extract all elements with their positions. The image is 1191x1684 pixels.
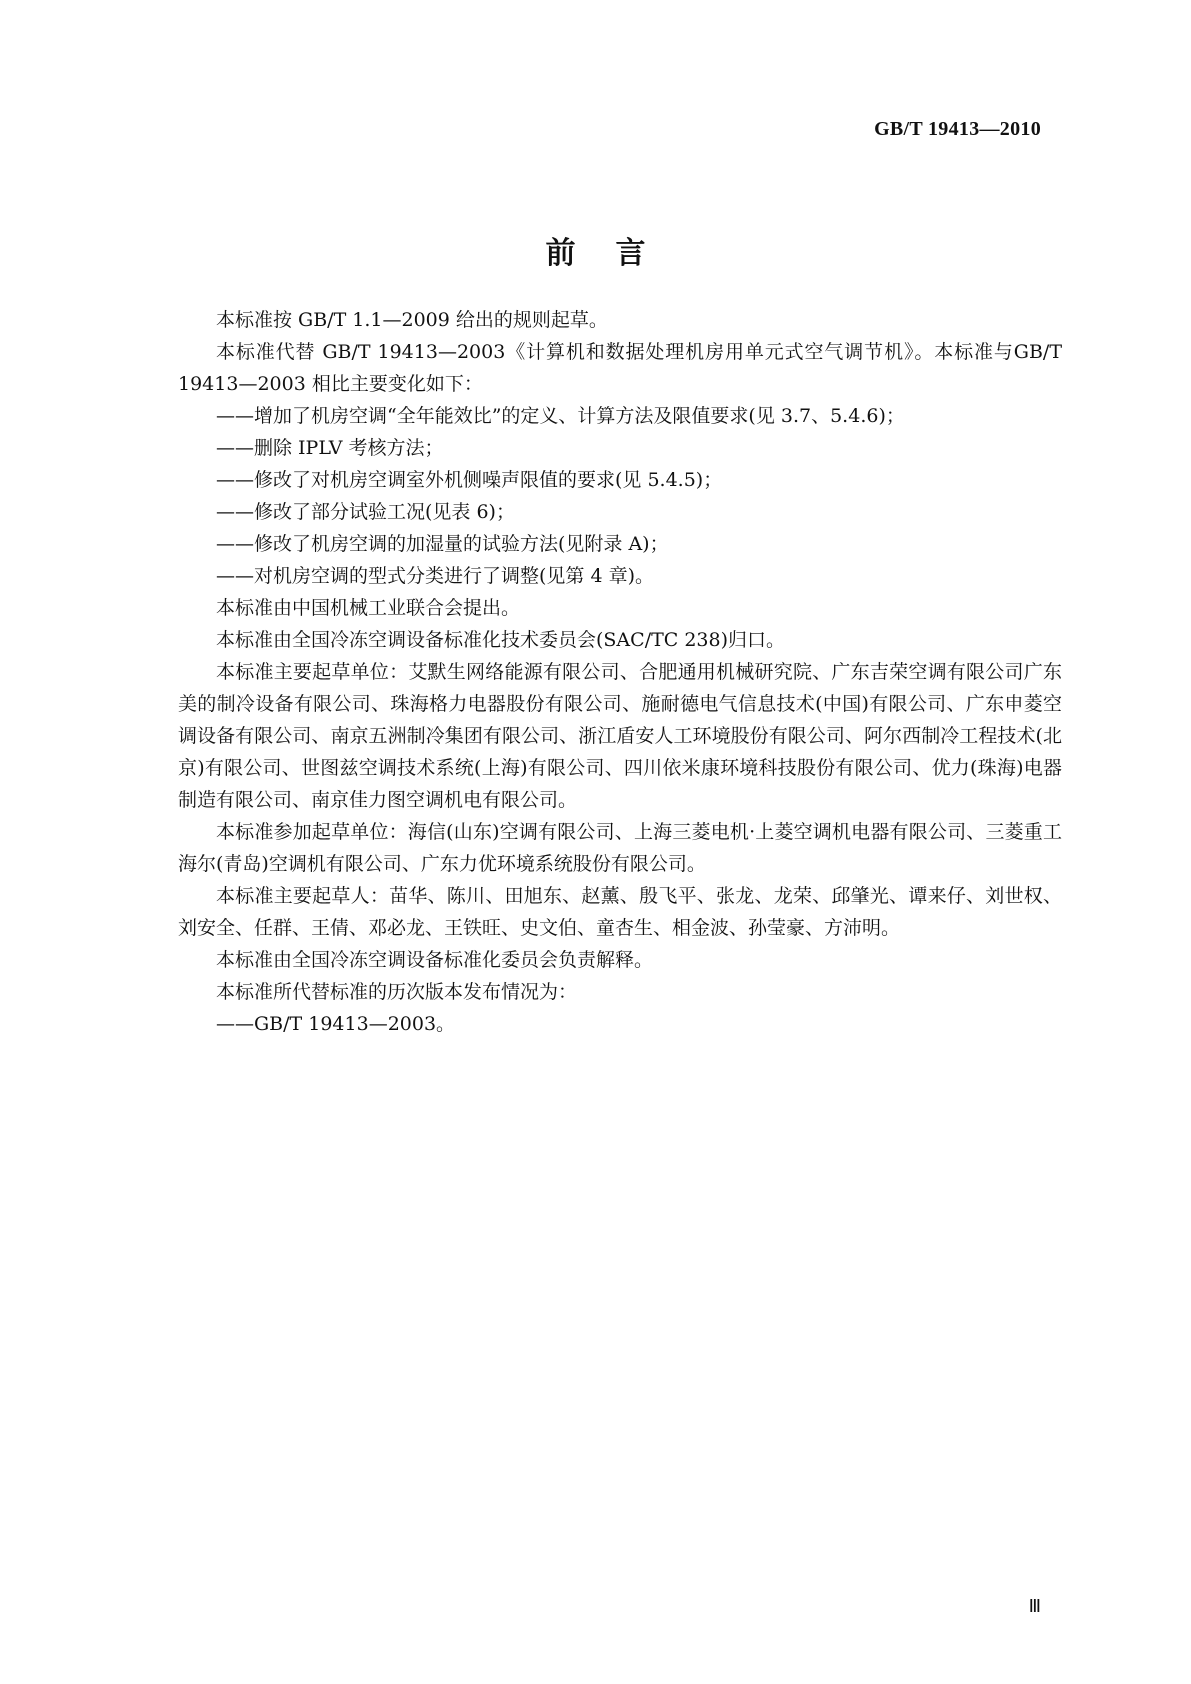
page-title: 前言	[545, 236, 686, 271]
list-item: ——删除 IPLV 考核方法；	[216, 437, 444, 459]
paragraph-history-intro: 本标准所代替标准的历次版本发布情况为：	[216, 981, 578, 1003]
paragraph-replacement: 本标准代替 GB/T 19413—2003《计算机和数据处理机房用单元式空气调节机》。本标准与GB/T 19413—2003 相比主要变化如下：	[178, 341, 1062, 395]
list-item: ——修改了部分试验工况(见表 6)；	[216, 501, 515, 523]
standard-number: GB/T 19413—2010	[874, 118, 1041, 140]
page-number: Ⅲ	[1028, 1596, 1041, 1616]
paragraph-interpretation: 本标准由全国冷冻空调设备标准化委员会负责解释。	[216, 949, 654, 971]
list-item: ——GB/T 19413—2003。	[216, 1013, 456, 1035]
list-item: ——修改了对机房空调室外机侧噪声限值的要求(见 5.4.5)；	[216, 469, 723, 491]
paragraph-drafting-rules: 本标准按 GB/T 1.1—2009 给出的规则起草。	[216, 309, 608, 331]
document-body	[178, 304, 1062, 1040]
paragraph-administrator: 本标准由全国冷冻空调设备标准化技术委员会(SAC/TC 238)归口。	[216, 629, 786, 651]
list-item: ——增加了机房空调“全年能效比”的定义、计算方法及限值要求(见 3.7、5.4.6)；	[216, 405, 905, 427]
paragraph-main-drafting-units: 本标准主要起草单位：艾默生网络能源有限公司、合肥通用机械研究院、广东吉荣空调有限公司广东美的制冷设备有限公司、珠海格力电器股份有限公司、施耐德电气信息技术(中国)有限公司、广东申菱空调设备有限公司、南京五洲制冷集团有限公司、浙江盾安人工环境股份有限公司、阿尔西制冷工程技术(北京)有限公司、世图兹空调技术系统(上海)有限公司、四川依米康环境科技股份有限公司、优力(珠海)电器制造有限公司、南京佳力图空调机电有限公司。	[178, 661, 1062, 811]
paragraph-participating-units: 本标准参加起草单位：海信(山东)空调有限公司、上海三菱电机·上菱空调机电器有限公司、三菱重工海尔(青岛)空调机有限公司、广东力优环境系统股份有限公司。	[178, 821, 1062, 875]
list-item: ——修改了机房空调的加湿量的试验方法(见附录 A)；	[216, 533, 669, 555]
list-item: ——对机房空调的型式分类进行了调整(见第 4 章)。	[216, 565, 654, 587]
paragraph-drafters: 本标准主要起草人：苗华、陈川、田旭东、赵薰、殷飞平、张龙、龙荣、邱肇光、谭来仔、刘世权、刘安全、任群、王倩、邓必龙、王铁旺、史文伯、童杏生、相金波、孙莹豪、方沛明。	[178, 885, 1062, 939]
paragraph-proposer: 本标准由中国机械工业联合会提出。	[216, 597, 521, 619]
